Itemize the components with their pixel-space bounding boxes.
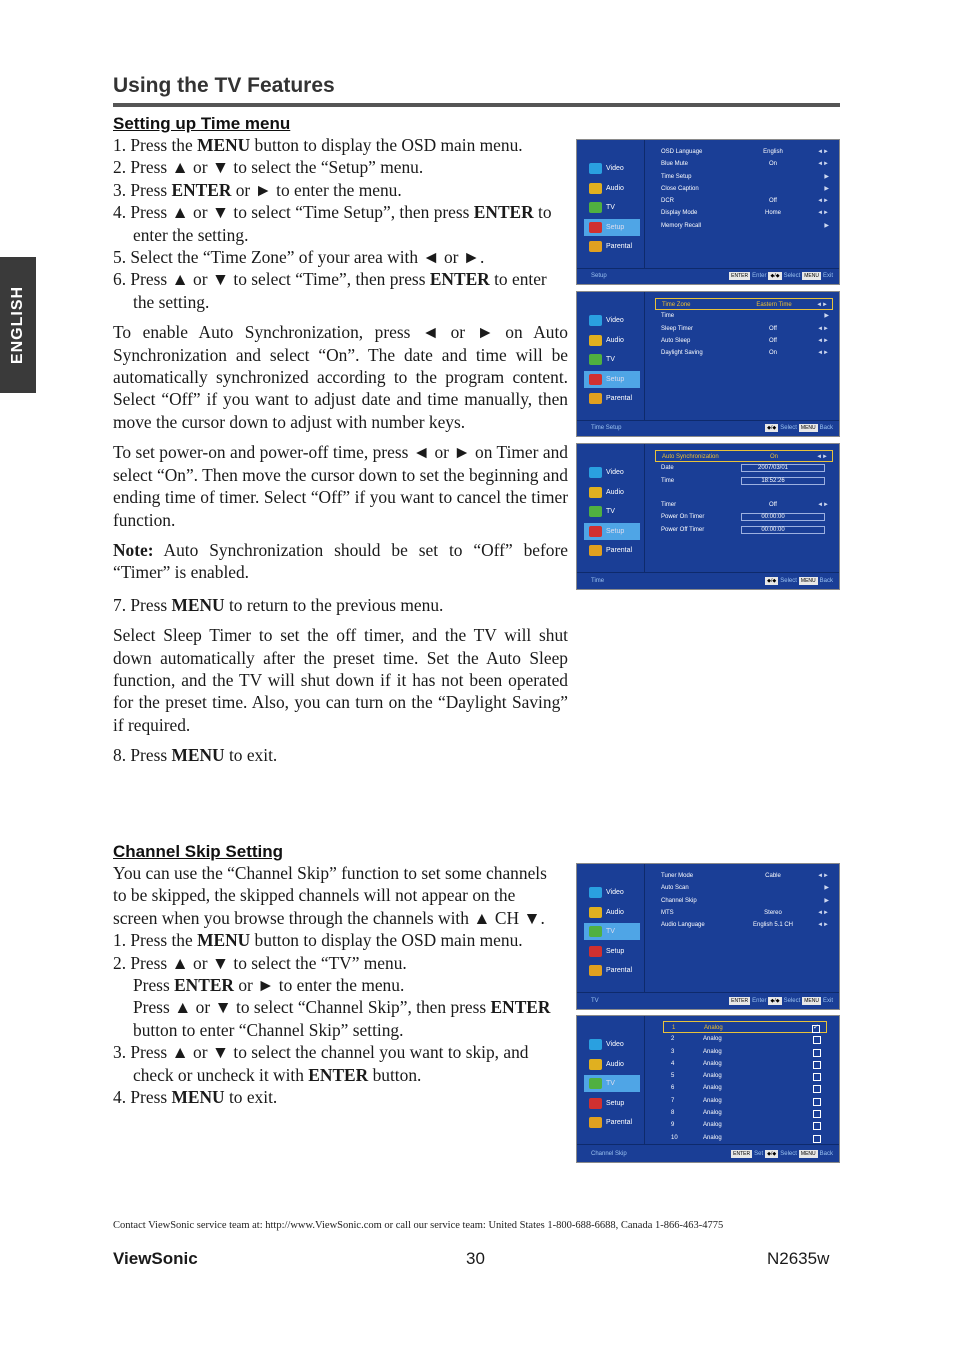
channel-intro: You can use the “Channel Skip” function to set some channels to be skipped, the skipped channels will not appear on the screen when you browse through the channels with ▲ CH ▼. — [113, 863, 547, 928]
osd-menu-label: Video — [606, 469, 624, 476]
left-right-arrow-icon: ◄► — [817, 337, 829, 344]
osd-key-hints: ENTER Set ◆/◆ Select MENU Back — [733, 1151, 833, 1157]
tv-icon — [589, 506, 602, 517]
footer-page-number: 30 — [466, 1249, 485, 1268]
osd-menu-label: Video — [606, 317, 624, 324]
osd-menu-label: Setup — [606, 527, 625, 535]
osd-row[interactable]: Tuner Mode Cable ◄► — [655, 870, 833, 882]
video-icon — [589, 163, 602, 174]
channel-row[interactable]: 10 Analog — [663, 1132, 827, 1144]
osd-row[interactable]: Time Setup ▶ — [655, 171, 833, 183]
osd-menu-label: Parental — [606, 395, 633, 403]
channel-step-2b: Press ENTER or ► to enter the menu. — [133, 975, 405, 996]
osd-row[interactable]: DCR Off ◄► — [655, 195, 833, 207]
parental-icon — [589, 965, 602, 976]
osd-row[interactable]: Time 18:52:26 — [655, 475, 833, 487]
setup-icon — [589, 946, 602, 957]
video-icon — [589, 1039, 602, 1050]
osd-menu-label: Video — [606, 165, 624, 172]
osd-row[interactable]: Power On Timer 00:00:00 — [655, 511, 833, 523]
setup-icon — [589, 1098, 602, 1109]
osd-divider — [577, 1144, 839, 1145]
osd-side-menu — [581, 1026, 643, 1144]
osd-footer-label: Setup — [591, 273, 607, 279]
osd-key-hints: ◆/◆ Select MENU Back — [767, 578, 833, 584]
osd-footer — [577, 993, 839, 1009]
checkbox-icon[interactable] — [813, 1061, 821, 1069]
footer-brand: ViewSonic — [113, 1249, 198, 1268]
osd-row[interactable]: Auto Scan ▶ — [655, 882, 833, 894]
osd-rows — [655, 450, 833, 536]
osd-key-hints: ENTER Enter ◆/◆ Select MENU Exit — [731, 273, 833, 279]
osd-menu-item-video[interactable] — [584, 312, 640, 329]
osd-menu-item-parental[interactable] — [584, 962, 640, 979]
time-step-3: 3. Press ENTER or ► to enter the menu. — [113, 179, 402, 200]
osd-menu-label: TV — [606, 356, 615, 364]
osd-side-menu — [581, 454, 643, 572]
osd-row[interactable]: MTS Stereo ◄► — [655, 907, 833, 919]
enter-arrow-icon: ▶ — [824, 185, 829, 192]
osd-row[interactable]: Close Caption ▶ — [655, 183, 833, 195]
sleep-paragraph: Select Sleep Timer to set the off timer, and the TV will shut down automatically after the preset time. Set the Auto Sleep function, and the TV will shut down if it has not been operated for the preset time. Also, you can turn on the “Daylight Saving” if required. — [113, 625, 568, 735]
osd-divider — [644, 864, 645, 992]
time-step-6: 6. Press ▲ or ▼ to select “Time”, then press ENTER to enter the setting. — [113, 269, 547, 312]
checked-checkbox-icon[interactable]: ✓ — [813, 1024, 819, 1031]
left-right-arrow-icon: ◄► — [817, 210, 829, 217]
audio-icon — [589, 907, 602, 918]
osd-menu-label: Audio — [606, 1060, 624, 1068]
left-right-arrow-icon: ◄► — [817, 198, 829, 205]
checkbox-icon[interactable] — [813, 1098, 821, 1106]
tv-icon — [589, 1078, 602, 1089]
osd-key-hints: ENTER Enter ◆/◆ Select MENU Exit — [731, 998, 833, 1004]
osd-row[interactable]: Blue Mute On ◄► — [655, 158, 833, 170]
parental-icon — [589, 241, 602, 252]
osd-menu-item-audio[interactable] — [584, 904, 640, 921]
osd-rows — [655, 298, 833, 359]
checkbox-icon[interactable] — [813, 1110, 821, 1118]
osd-menu-label: Parental — [606, 243, 633, 251]
osd-menu-label: TV — [606, 928, 615, 936]
timer-paragraph: To set power-on and power-off time, press ◄ or ► on Timer and select “On”. Then move the cursor down to set the beginning and ending time of timer. Select “Off” if you want to cancel the timer function. — [113, 442, 568, 530]
time-step-4: 4. Press ▲ or ▼ to select “Time Setup”, then press ENTER to enter the setting. — [113, 202, 552, 245]
osd-row[interactable]: Sleep Timer Off ◄► — [655, 323, 833, 335]
channel-section-title: Channel Skip Setting — [113, 842, 284, 861]
osd-menu-label: Parental — [606, 967, 633, 975]
footer-model: N2635w — [767, 1249, 830, 1268]
audio-icon — [589, 335, 602, 346]
osd-menu-item-video[interactable] — [584, 160, 640, 177]
enter-arrow-icon: ▶ — [824, 897, 829, 904]
osd-row[interactable]: Channel Skip ▶ — [655, 895, 833, 907]
osd-menu-item-parental[interactable] — [584, 1114, 640, 1131]
tv-icon — [589, 354, 602, 365]
channel-row[interactable]: 4 Analog — [663, 1058, 827, 1070]
osd-menu-label: TV — [606, 508, 615, 516]
left-right-arrow-icon: ◄► — [817, 502, 829, 509]
osd-menu-item-audio[interactable] — [584, 1056, 640, 1073]
osd-rows — [655, 146, 833, 232]
left-right-arrow-icon: ◄► — [817, 909, 829, 916]
osd-menu-item-setup[interactable] — [584, 523, 640, 540]
left-right-arrow-icon: ◄► — [817, 161, 829, 168]
channel-step-4: 4. Press MENU to exit. — [113, 1087, 278, 1108]
enter-arrow-icon: ▶ — [824, 222, 829, 229]
contact-line: Contact ViewSonic service team at: http://www.ViewSonic.com or call our service team: United States 1-800-688-6688, Canada 1-866-463-4775 — [113, 1220, 724, 1231]
time-step-1: 1. Press the MENU button to display the OSD main menu. — [113, 135, 523, 155]
time-section-title: Setting up Time menu — [113, 114, 291, 133]
osd-menu-item-video[interactable] — [584, 464, 640, 481]
osd-divider — [644, 140, 645, 268]
osd-row[interactable]: Audio Language English 5.1 CH ◄► — [655, 919, 833, 931]
channel-row[interactable]: 2 Analog — [663, 1033, 827, 1045]
osd-key-hints: ◆/◆ Select MENU Back — [767, 425, 833, 431]
osd-footer — [577, 268, 839, 284]
left-right-arrow-icon: ◄► — [817, 873, 829, 879]
parental-icon — [589, 545, 602, 556]
parental-icon — [589, 1117, 602, 1128]
time-step-2: 2. Press ▲ or ▼ to select the “Setup” menu. — [113, 157, 424, 178]
channel-step-2c: Press ▲ or ▼ to select “Channel Skip”, then press ENTER button to enter “Channel Skip” setting. — [133, 997, 551, 1040]
osd-row[interactable]: Date 2007/03/01 — [655, 462, 833, 474]
osd-footer-label: Channel Skip — [591, 1151, 627, 1157]
osd-menu-item-tv[interactable] — [584, 199, 640, 216]
page-title: Using the TV Features — [113, 74, 335, 97]
osd-menu-label: Setup — [606, 947, 625, 955]
osd-side-menu — [581, 302, 643, 420]
language-label: ENGLISH — [9, 285, 26, 365]
osd-side-menu — [581, 150, 643, 268]
note-paragraph: Note: Auto Synchronization should be set to “Off” before “Timer” is enabled. — [113, 539, 568, 583]
osd-divider — [644, 444, 645, 572]
setup-icon — [589, 374, 602, 385]
title-divider — [113, 103, 840, 107]
osd-menu-label: Audio — [606, 488, 624, 496]
osd-menu-label: Setup — [606, 375, 625, 383]
time-step-5: 5. Select the “Time Zone” of your area with ◄ or ►. — [113, 247, 485, 268]
osd-row[interactable]: Time Zone Eastern Time ◄► — [655, 298, 833, 310]
osd-row[interactable]: Display Mode Home ◄► — [655, 207, 833, 219]
osd-menu-item-parental[interactable] — [584, 542, 640, 559]
osd-rows — [655, 870, 833, 931]
video-icon — [589, 887, 602, 898]
osd-menu-item-setup[interactable] — [584, 219, 640, 236]
tv-icon — [589, 202, 602, 213]
time-step-8: 8. Press MENU to exit. — [113, 745, 278, 766]
osd-divider — [644, 292, 645, 420]
checkbox-icon[interactable] — [813, 1122, 821, 1130]
enter-arrow-icon: ▶ — [824, 885, 829, 892]
osd-menu-label: Video — [606, 1041, 624, 1048]
left-right-arrow-icon: ◄► — [817, 149, 829, 155]
channel-row[interactable]: 6 Analog — [663, 1082, 827, 1094]
osd-menu-item-audio[interactable] — [584, 180, 640, 197]
channel-section-body — [113, 862, 553, 1108]
osd-row[interactable]: OSD Language English ◄► — [655, 146, 833, 158]
osd-footer-label: Time — [591, 578, 605, 584]
osd-menu-label: Setup — [606, 223, 625, 231]
channel-row[interactable]: 7 Analog — [663, 1095, 827, 1107]
parental-icon — [589, 393, 602, 404]
osd-menu-label: TV — [606, 204, 615, 212]
osd-menu-item-video[interactable] — [584, 884, 640, 901]
osd-time-setup-menu — [576, 291, 840, 437]
osd-footer-label: Time Setup — [591, 425, 622, 431]
audio-icon — [589, 1059, 602, 1070]
osd-menu-label: Setup — [606, 1099, 625, 1107]
osd-footer — [577, 420, 839, 436]
left-right-arrow-icon: ◄► — [817, 350, 829, 357]
osd-menu-label: Video — [606, 889, 624, 896]
osd-row[interactable]: Memory Recall ▶ — [655, 220, 833, 232]
osd-menu-label: Parental — [606, 547, 633, 555]
checkbox-icon[interactable] — [813, 1036, 821, 1044]
channel-step-2: 2. Press ▲ or ▼ to select the “TV” menu. — [113, 952, 407, 973]
osd-menu-item-tv[interactable] — [584, 923, 640, 940]
channel-row[interactable]: 3 Analog — [663, 1046, 827, 1058]
left-right-arrow-icon: ◄► — [817, 325, 829, 332]
language-tab — [0, 257, 36, 393]
osd-menu-item-tv[interactable] — [584, 503, 640, 520]
osd-menu-item-parental[interactable] — [584, 238, 640, 255]
osd-menu-item-setup[interactable] — [584, 1095, 640, 1112]
osd-channel-skip-menu — [576, 1015, 840, 1163]
osd-menu-item-tv[interactable] — [584, 351, 640, 368]
channel-row[interactable]: 8 Analog — [663, 1107, 827, 1119]
video-icon — [589, 315, 602, 326]
time-step-7: 7. Press MENU to return to the previous menu. — [113, 594, 444, 615]
channel-row[interactable]: 9 Analog — [663, 1119, 827, 1131]
setup-icon — [589, 526, 602, 537]
time-section-body — [113, 134, 568, 767]
osd-row[interactable]: Auto Synchronization On ◄► — [655, 450, 833, 462]
osd-tv-menu — [576, 863, 840, 1010]
osd-footer — [577, 573, 839, 589]
osd-menu-label: Audio — [606, 336, 624, 344]
osd-menu-item-tv[interactable] — [584, 1075, 640, 1092]
osd-setup-menu — [576, 139, 840, 285]
osd-row[interactable] — [655, 487, 833, 499]
channel-row[interactable]: 5 Analog — [663, 1070, 827, 1082]
checkbox-icon[interactable] — [813, 1073, 821, 1081]
osd-time-menu — [576, 443, 840, 590]
osd-menu-label: Audio — [606, 908, 624, 916]
osd-menu-item-video[interactable] — [584, 1036, 640, 1053]
checkbox-icon[interactable] — [813, 1085, 821, 1093]
enter-arrow-icon: ▶ — [824, 313, 829, 320]
osd-row[interactable]: Power Off Timer 00:00:00 — [655, 524, 833, 536]
checkbox-icon[interactable] — [813, 1135, 821, 1143]
osd-menu-label: Parental — [606, 1119, 633, 1127]
osd-footer-label: TV — [591, 998, 599, 1004]
osd-menu-item-setup[interactable] — [584, 943, 640, 960]
left-right-arrow-icon: ◄► — [816, 302, 828, 308]
osd-menu-item-setup[interactable] — [584, 371, 640, 388]
tv-icon — [589, 926, 602, 937]
channel-step-1: 1. Press the MENU button to display the OSD main menu. — [113, 930, 523, 951]
osd-row[interactable]: Auto Sleep Off ◄► — [655, 335, 833, 347]
audio-icon — [589, 183, 602, 194]
enter-arrow-icon: ▶ — [824, 173, 829, 180]
osd-row[interactable]: Timer Off ◄► — [655, 499, 833, 511]
osd-side-menu — [581, 874, 643, 992]
left-right-arrow-icon: ◄► — [817, 922, 829, 929]
osd-row[interactable]: Daylight Saving On ◄► — [655, 347, 833, 359]
osd-menu-label: TV — [606, 1080, 615, 1088]
osd-footer — [577, 1146, 839, 1162]
left-right-arrow-icon: ◄► — [816, 454, 828, 460]
osd-menu-item-audio[interactable] — [584, 484, 640, 501]
checkbox-icon[interactable] — [813, 1049, 821, 1057]
audio-icon — [589, 487, 602, 498]
video-icon — [589, 467, 602, 478]
osd-row[interactable]: Time ▶ — [655, 310, 833, 322]
auto-sync-paragraph: To enable Auto Synchronization, press ◄ or ► on Auto Synchronization and select “On”. The date and time will be automatically synchronized according to the program content. Select “Off” if you want to adjust date and time manually, then move the cursor down to adjust with number keys. — [113, 322, 568, 432]
channel-step-3: 3. Press ▲ or ▼ to select the channel you want to skip, and check or uncheck it with ENTER button. — [113, 1042, 529, 1085]
osd-menu-item-parental[interactable] — [584, 390, 640, 407]
osd-menu-label: Audio — [606, 184, 624, 192]
osd-menu-item-audio[interactable] — [584, 332, 640, 349]
channel-list — [663, 1021, 827, 1144]
osd-divider — [644, 1016, 645, 1144]
channel-row[interactable]: 1 Analog ✓ — [663, 1021, 827, 1033]
setup-icon — [589, 222, 602, 233]
